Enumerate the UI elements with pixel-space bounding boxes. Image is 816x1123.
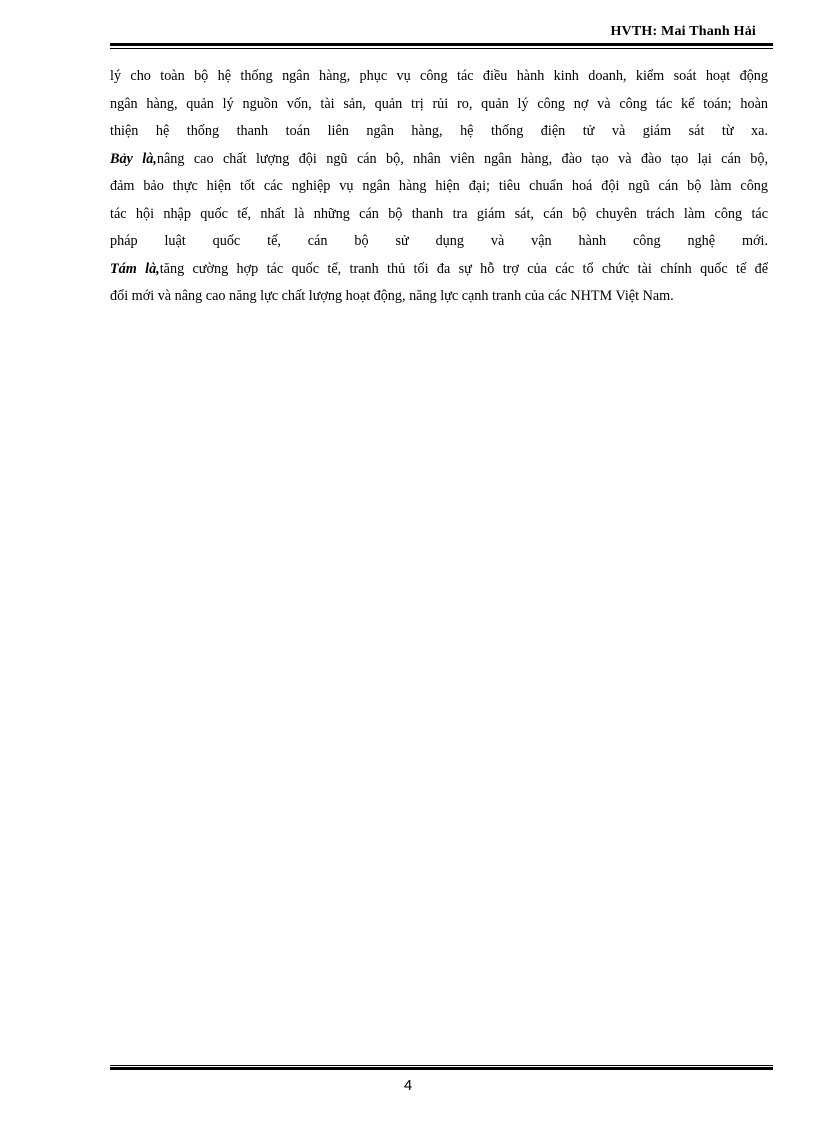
body-line: đảm bảo thực hiện tốt các nghiệp vụ ngân hàng hiện đại; tiêu chuẩn hoá đội ngũ cán bộ làm công <box>110 178 768 194</box>
body-line: lý cho toàn bộ hệ thống ngân hàng, phục vụ công tác điều hành kinh doanh, kiểm soát hoạt động <box>110 68 768 84</box>
tam-la-text: tăng cường hợp tác quốc tế, tranh thủ tối đa sự hỗ trợ của các tổ chức tài chính quốc tế để <box>159 260 768 277</box>
paragraph-tam-la <box>110 256 768 284</box>
header-rule-thick <box>110 43 773 46</box>
bay-la-lead: Bảy là, <box>110 150 157 167</box>
body-line: thiện hệ thống thanh toán liên ngân hàng, hệ thống điện tử và giám sát từ xa. <box>110 123 768 139</box>
body-line: đổi mới và nâng cao năng lực chất lượng hoạt động, năng lực cạnh tranh của các NHTM Việt Nam. <box>110 288 674 304</box>
tam-la-lead: Tám là, <box>110 260 160 277</box>
paragraph-bay-la <box>110 146 768 174</box>
body-line: ngân hàng, quản lý nguồn vốn, tài sản, quản trị rủi ro, quản lý công nợ và công tác kế toán; hoàn <box>110 95 768 112</box>
body-line: tác hội nhập quốc tế, nhất là những cán bộ thanh tra giám sát, cán bộ chuyên trách làm công tác <box>110 205 768 222</box>
page-number: 4 <box>403 1077 413 1094</box>
body-text <box>110 63 768 311</box>
body-line: pháp luật quốc tế, cán bộ sử dụng và vận hành công nghệ mới. <box>110 233 768 249</box>
header-author: HVTH: Mai Thanh Hải <box>610 24 756 39</box>
footer-rule-thick <box>110 1067 773 1070</box>
footer-rule-thin <box>110 1065 773 1066</box>
header-rule-thin <box>110 48 773 49</box>
bay-la-text: nâng cao chất lượng đội ngũ cán bộ, nhân viên ngân hàng, đào tạo và đào tạo lại cán bộ, <box>156 150 769 167</box>
